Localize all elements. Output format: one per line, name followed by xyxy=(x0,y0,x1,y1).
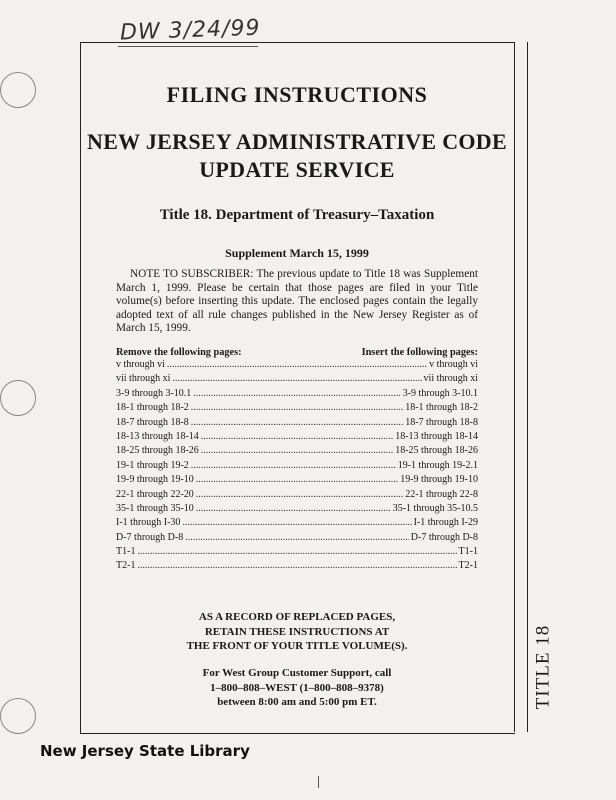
table-row xyxy=(116,445,478,459)
table-row xyxy=(116,402,478,416)
handwritten-stamp: DW 3/24/99 xyxy=(119,15,261,46)
insert-pages: v through vi xyxy=(429,359,478,370)
dot-leader xyxy=(167,359,427,370)
insert-pages: 18-13 through 18-14 xyxy=(395,430,478,442)
insert-pages: vii through xi xyxy=(423,373,478,385)
library-watermark: New Jersey State Library xyxy=(40,742,250,760)
remove-pages: T1-1 xyxy=(116,546,136,558)
remove-pages: 35-1 through 35-10 xyxy=(116,502,194,514)
table-row xyxy=(116,373,478,387)
table-row xyxy=(116,388,478,402)
page-tick-mark xyxy=(318,776,319,788)
remove-pages: vii through xi xyxy=(116,373,171,385)
table-row xyxy=(116,489,478,503)
insert-pages: I-1 through I-29 xyxy=(413,517,478,529)
punch-hole xyxy=(0,72,36,108)
remove-pages: 18-13 through 18-14 xyxy=(116,430,199,442)
table-row xyxy=(116,560,478,574)
table-row xyxy=(116,517,478,531)
remove-pages: 22-1 through 22-20 xyxy=(116,488,194,500)
title-subtitle: Title 18. Department of Treasury–Taxation xyxy=(159,207,435,223)
table-row xyxy=(116,503,478,517)
remove-pages: T2-1 xyxy=(116,560,136,572)
remove-pages: D-7 through D-8 xyxy=(116,531,184,543)
insert-pages: 22-1 through 22-8 xyxy=(405,488,478,500)
dot-leader xyxy=(201,431,393,442)
insert-pages: 18-25 through 18-26 xyxy=(395,445,478,457)
table-row xyxy=(116,431,478,445)
subscriber-note: NOTE TO SUBSCRIBER: The previous update to Title 18 was Supplement March 1, 1999. Please be certain that those pages are filed in your Title volume(s) before inserting this update. The enclosed pages contain the legally adopted text of all rule changes published in the New Jersey Register as of March 15, 1999. xyxy=(116,268,478,335)
record-instructions xyxy=(80,610,514,654)
insert-pages: 3-9 through 3-10.1 xyxy=(402,387,478,399)
dot-leader xyxy=(193,388,400,399)
dot-leader xyxy=(137,560,456,571)
remove-pages: 18-7 through 18-8 xyxy=(116,416,189,428)
page-heading: FILING INSTRUCTIONS xyxy=(166,82,428,107)
remove-pages: I-1 through I-30 xyxy=(116,517,181,529)
dot-leader xyxy=(185,532,409,543)
dot-leader xyxy=(201,445,393,456)
dot-leader xyxy=(182,517,411,528)
insert-pages: T2-1 xyxy=(458,560,478,572)
dot-leader xyxy=(191,402,403,413)
insert-pages: 18-1 through 18-2 xyxy=(405,402,478,414)
dot-leader xyxy=(191,417,403,428)
record-line: RETAIN THESE INSTRUCTIONS AT xyxy=(204,625,390,638)
document-title xyxy=(80,128,514,184)
dot-leader xyxy=(137,546,456,557)
insert-pages: 19-1 through 19-2.1 xyxy=(397,459,478,471)
dot-leader xyxy=(196,503,391,514)
record-line: THE FRONT OF YOUR TITLE VOLUME(S). xyxy=(186,640,408,652)
remove-pages: 19-1 through 19-2 xyxy=(116,459,189,471)
support-phone: 1–800–808–WEST (1–800–808–9378) xyxy=(210,681,384,694)
title-line-1: NEW JERSEY ADMINISTRATIVE CODE xyxy=(87,129,507,154)
dot-leader xyxy=(172,373,421,384)
title-line-2: UPDATE SERVICE xyxy=(199,157,395,182)
table-row xyxy=(116,417,478,431)
insert-pages: T1-1 xyxy=(458,546,478,558)
table-row xyxy=(116,546,478,560)
insert-pages: 18-7 through 18-8 xyxy=(405,416,478,428)
dot-leader xyxy=(196,474,398,485)
dot-leader xyxy=(191,460,396,471)
remove-pages: 19-9 through 19-10 xyxy=(116,474,194,486)
insert-header: Insert the following pages: xyxy=(361,347,478,358)
remove-pages: v through vi xyxy=(116,359,165,370)
table-row xyxy=(116,460,478,474)
spine-label xyxy=(518,622,568,712)
insert-pages: 19-9 through 19-10 xyxy=(400,474,478,486)
punch-hole xyxy=(0,380,36,416)
table-rows xyxy=(116,359,478,575)
remove-pages: 18-1 through 18-2 xyxy=(116,402,189,414)
table-header xyxy=(116,347,478,358)
spine-label-text: TITLE 18 xyxy=(532,624,554,710)
insert-pages: 35-1 through 35-10.5 xyxy=(392,502,478,514)
support-line: For West Group Customer Support, call xyxy=(202,667,392,679)
insert-pages: D-7 through D-8 xyxy=(410,531,478,543)
table-row xyxy=(116,474,478,488)
supplement-date: Supplement March 15, 1999 xyxy=(225,246,369,260)
page-replacement-table xyxy=(116,347,478,575)
support-hours: between 8:00 am and 5:00 pm ET. xyxy=(217,696,377,708)
record-line: AS A RECORD OF REPLACED PAGES, xyxy=(198,611,396,623)
table-row xyxy=(116,359,478,373)
remove-pages: 3-9 through 3-10.1 xyxy=(116,387,192,399)
customer-support xyxy=(80,666,514,710)
table-row xyxy=(116,532,478,546)
dot-leader xyxy=(196,489,403,500)
remove-pages: 18-25 through 18-26 xyxy=(116,445,199,457)
remove-header: Remove the following pages: xyxy=(116,347,242,358)
punch-hole xyxy=(0,698,36,734)
